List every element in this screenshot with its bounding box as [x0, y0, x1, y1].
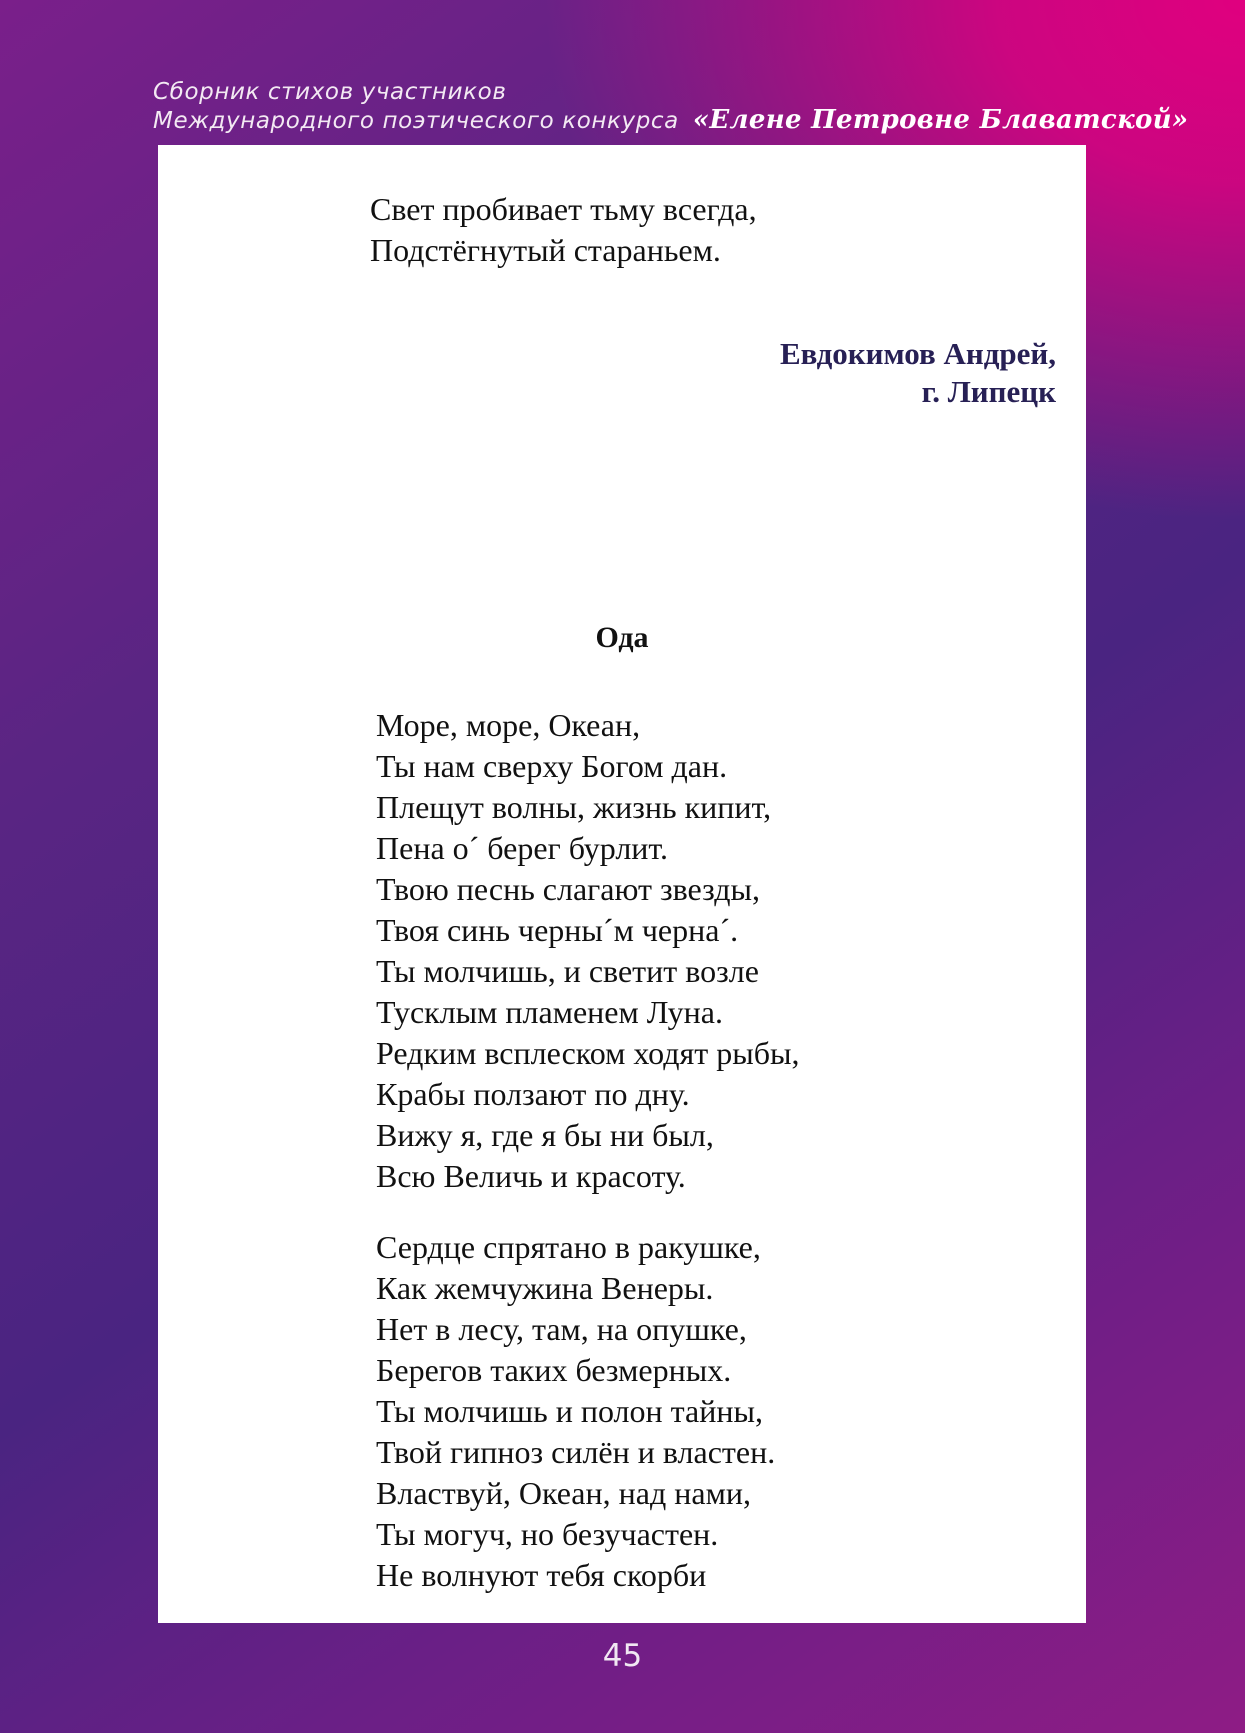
poem-stanza-2 — [376, 1227, 775, 1596]
verse-line: Ты молчишь, и светит возле — [376, 953, 759, 989]
verse-line: Пена о´ берег бурлит. — [376, 830, 668, 866]
verse-line: Подстёгнутый стараньем. — [370, 232, 721, 268]
verse-line: Ты могуч, но безучастен. — [376, 1516, 719, 1552]
header-line-2-text: Международного поэтического конкурса — [153, 108, 679, 134]
poem-stanza-1 — [376, 705, 799, 1197]
verse-line: Берегов таких безмерных. — [376, 1352, 732, 1388]
verse-line: Властвуй, Океан, над нами, — [376, 1475, 751, 1511]
verse-line: Твою песнь слагают звезды, — [376, 871, 760, 907]
verse-line: Не волнуют тебя скорби — [376, 1557, 707, 1593]
verse-line: Нет в лесу, там, на опушке, — [376, 1311, 747, 1347]
verse-line: Всю Величь и красоту. — [376, 1158, 686, 1194]
verse-line: Ты нам сверху Богом дан. — [376, 748, 728, 784]
header-line-2 — [153, 105, 1189, 135]
verse-line: Ты молчишь и полон тайны, — [376, 1393, 763, 1429]
verse-line: Твоя синь черны´м черна´. — [376, 912, 739, 948]
verse-line: Твой гипноз силён и властен. — [376, 1434, 776, 1470]
verse-line: Крабы ползают по дну. — [376, 1076, 690, 1112]
page-content — [158, 145, 1086, 1623]
previous-poem-ending — [370, 189, 757, 271]
page-number: 45 — [602, 1638, 643, 1674]
poem-title: Ода — [595, 621, 649, 654]
verse-line: Редким всплеском ходят рыбы, — [376, 1035, 800, 1071]
verse-line: Вижу я, где я бы ни был, — [376, 1117, 714, 1153]
verse-line: Как жемчужина Венеры. — [376, 1270, 714, 1306]
verse-line: Свет пробивает тьму всегда, — [370, 191, 757, 227]
verse-line: Сердце спрятано в ракушке, — [376, 1229, 761, 1265]
verse-line: Тусклым пламенем Луна. — [376, 994, 723, 1030]
contest-name: «Елене Петровне Блаватской» — [692, 105, 1189, 135]
verse-line: Море, море, Океан, — [376, 707, 641, 743]
collection-header — [153, 78, 1189, 135]
header-line-1: Сборник стихов участников — [153, 79, 507, 105]
verse-line: Плещут волны, жизнь кипит, — [376, 789, 772, 825]
author-signature — [780, 335, 1056, 411]
author-name: Евдокимов Андрей, — [779, 336, 1056, 371]
author-city: г. Липецк — [921, 374, 1056, 409]
